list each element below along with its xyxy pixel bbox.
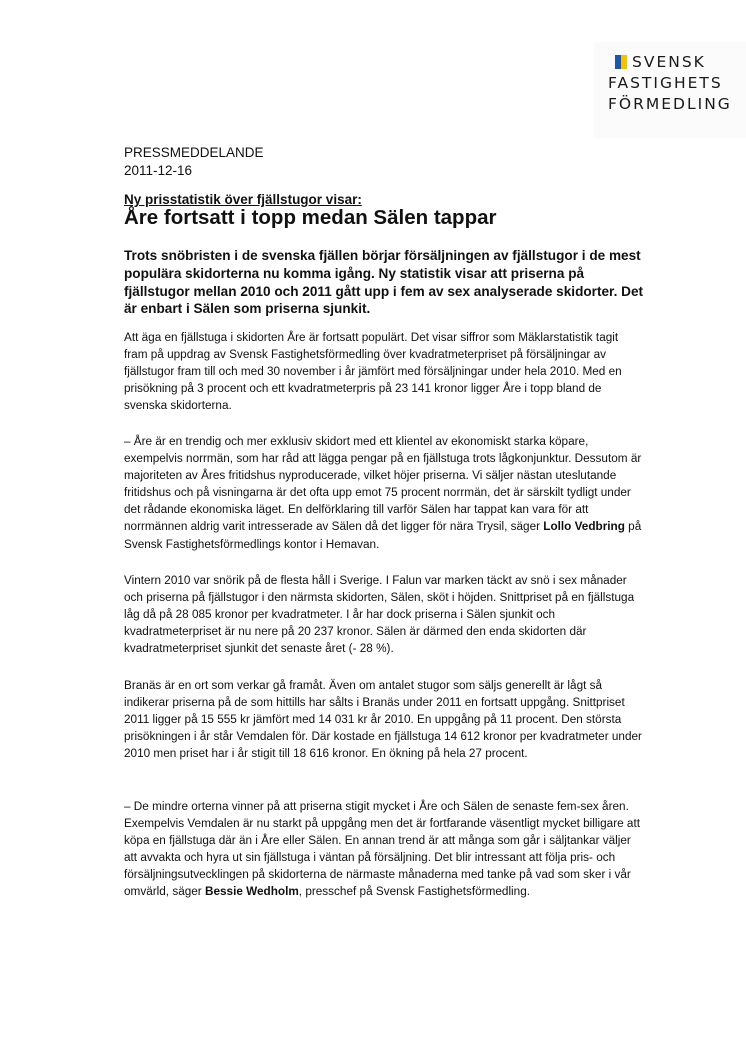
body-paragraph-5 [124, 798, 644, 901]
lead-paragraph: Trots snöbristen i de svenska fjällen börjar försäljningen av fjällstugor i de mest populära skidorterna nu komma igång. Ny statistik visar att priserna på fjällstugor mellan 2010 och 2011 gått upp i fem av sex analyserade skidorter. Det är enbart i Sälen som priserna sjunkit. [124, 248, 644, 317]
body-paragraph-3: Vintern 2010 var snörik på de flesta håll i Sverige. I Falun var marken täckt av snö i sex månader och priserna på fjällstugor i den närmsta skidorten, Sälen, sköt i höjden. Snittpriset på en fjällstuga låg då på 28 085 kronor per kvadratmeter. I år har dock priserna i Sälen sjunkit och kvadratmeterpriset är nu nere på 20 237 kronor. Sälen är därmed den enda skidorten där kvadratmeterpriset sjunkit det senaste året (- 28 %). [124, 574, 635, 656]
kicker-heading: Ny prisstatistik över fjällstugor visar: [124, 192, 362, 207]
body-paragraph-4: Branäs är en ort som verkar gå framåt. Även om antalet stugor som säljs generellt är lågt så indikerar priserna på de som hittills har sålts i Branäs under 2011 en fortsatt uppgång. Snittpriset 2011 ligger på 15 555 kr jämfört med 14 031 kr år 2010. En uppgång på 11 procent. Den största prisökningen i år står Vemdalen för. Där kostade en fjällstuga 14 612 kronor per kvadratmeter under 2010 men priset har i år stigit till 18 616 kronor. En ökning på hela 27 procent. [124, 679, 642, 761]
logo-text-line-2: FASTIGHETS [608, 74, 723, 92]
body-paragraph-2 [124, 433, 644, 553]
logo-text-line-1: SVENSK [632, 53, 706, 71]
body-paragraph-1: Att äga en fjällstuga i skidorten Åre är fortsatt populärt. Det visar siffror som Mäklarstatistik tagit fram på uppdrag av Svensk Fastighetsförmedling över kvadratmeterpriset på försäljningar av fjällstugor fram till och med 30 november i år jämfört med försäljningar under hela 2010. Med en prisökning på 3 procent och ett kvadratmeterpris på 23 141 kronor ligger Åre i topp bland de svenska skidorterna. [124, 331, 622, 413]
document-date: 2011-12-16 [124, 163, 193, 178]
quoted-person-name: Bessie Wedholm [204, 885, 299, 899]
quote-attribution: , presschef på Svensk Fastighetsförmedling. [298, 885, 530, 899]
company-logo [594, 42, 746, 138]
logo-yellow-bar [621, 55, 627, 69]
logo-text-line-3: FÖRMEDLING [608, 95, 732, 113]
quote-text: – De mindre orterna vinner på att priserna stigit mycket i Åre och Sälen de senaste fem-sex åren. Exempelvis Vemdalen är nu starkt på uppgång men det är fortfarande väsentligt mycket billigare att köpa en fjällstuga där än i Åre eller Sälen. En annan trend är att många som går i säljtankar väljer att avvakta och hyra ut sin fjällstuga i väntan på försäljning. Det blir intressant att följa pris- och försäljningsutvecklingen på skidorterna de närmaste månaderna med tanke på vad som sker i vår omvärld, säger [124, 800, 640, 899]
document-type: PRESSMEDDELANDE [124, 145, 264, 160]
swedish-flag-mark-icon [615, 55, 627, 69]
quote-attribution: på Svensk Fastighetsförmedlings kontor i Hemavan. [124, 520, 642, 551]
quote-text: – Åre är en trendig och mer exklusiv skidort med ett klientel av ekonomiskt starka köpare, exempelvis norrmän, som har råd att lägga pengar på en fjällstuga trots lågkonjunktur. Dessutom är majoriteten av Åres fritidshus nyproducerade, vilket höjer priserna. Vi säljer nästan uteslutande fritidshus och på visningarna är det ofta upp emot 75 procent norrmän, det är särskilt tydligt under det rådande ekonomiska läget. En delförklaring till varför Sälen har tappat kan vara för att norrmännen aldrig varit intresserade av Sälen då det ligger för nära Trysil, säger [124, 435, 642, 534]
quoted-person-name: Lollo Vedbring [543, 520, 625, 534]
page-title: Åre fortsatt i topp medan Sälen tappar [124, 206, 497, 229]
